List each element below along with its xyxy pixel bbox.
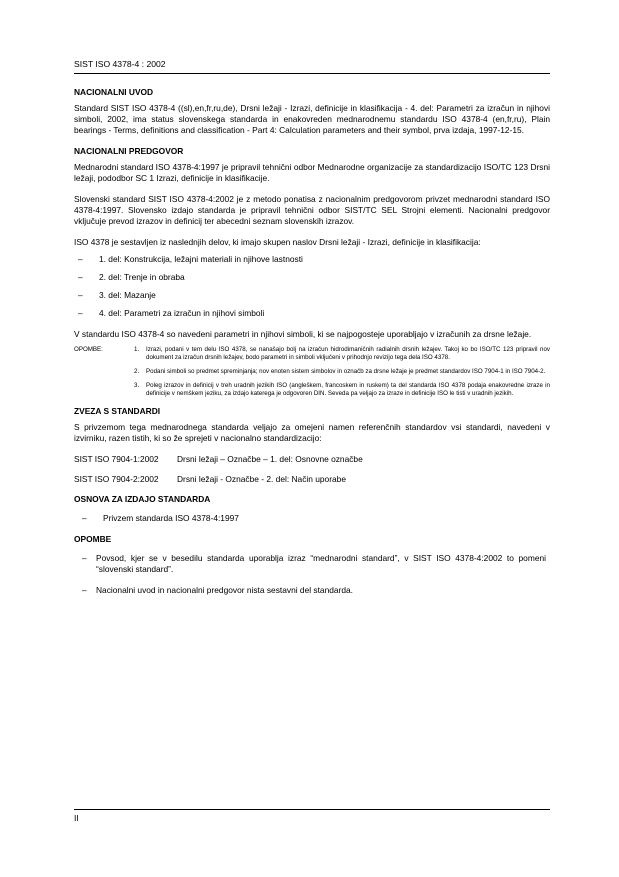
- osnova-list: [74, 513, 550, 524]
- section-heading-uvod: NACIONALNI UVOD: [74, 87, 154, 97]
- predgovor-paragraph-3: ISO 4378 je sestavljen iz naslednjih delov, ki imajo skupen naslov Drsni ležaji - Izrazi, definicije in klasifikacija:: [74, 237, 481, 247]
- document-body: [74, 87, 550, 606]
- predgovor-paragraph-4: V standardu ISO 4378-4 so navedeni parametri in njihovi simboli, ki se najpogosteje uporabljajo v izračunih za drsne ležaje.: [74, 329, 532, 339]
- list-item: – 3. del: Mazanje: [78, 290, 156, 300]
- list-item: – Nacionalni uvod in nacionalni predgovor nista sestavni del standarda.: [82, 585, 353, 595]
- list-item: – Privzem standarda ISO 4378-4:1997: [82, 513, 239, 523]
- section-heading-predgovor: NACIONALNI PREDGOVOR: [74, 146, 184, 156]
- list-item: – 2. del: Trenje in obraba: [78, 272, 185, 282]
- page-header: SIST ISO 4378-4 : 2002: [74, 59, 166, 69]
- predgovor-paragraph-1: Mednarodni standard ISO 4378-4:1997 je pripravil tehnični odbor Mednarodne organizacije za standardizacijo ISO/TC 123 Drsni ležaji, pododbor SC 1 Izrazi, definicije in klasifikacije.: [74, 162, 550, 183]
- list-item: – Povsod, kjer se v besedilu standarda uporablja izraz “mednarodni standard”, v SIST ISO 4378-4:2002 to pomeni “slovenski standard”.: [82, 553, 546, 574]
- section-heading-opombe: OPOMBE: [74, 534, 112, 544]
- standard-reference: SIST ISO 7904-2:2002 Drsni ležaji - Označbe - 2. del: Način uporabe: [74, 474, 346, 484]
- section-heading-osnova: OSNOVA ZA IZDAJO STANDARDA: [74, 494, 211, 504]
- opombe-list: [74, 553, 550, 596]
- zveza-paragraph: S privzemom tega mednarodnega standarda veljajo za omejeni namen referenčnih standardov vsi standardi, navedeni v izvirniku, razen tistih, ki so že sprejeti v nacionalno standardizacijo:: [74, 422, 550, 443]
- note-item: 2. Podani simboli so predmet spreminjanja; nov enoten sistem simbolov in označb za drsne ležaje je predmet standardov ISO 7904-1 in ISO 7904-2.: [134, 368, 546, 375]
- note-item: 3. Poleg izrazov in definicij v treh uradnih jezikih ISO (angleškem, francoskem in ruskem) ta del standarda ISO 4378 podaja enakovredne izraze in definicije v nemškem jeziku, za izdajo katerega je odgovoren DIN. Seveda pa veljajo za izraze in definicije ISO le tisti v uradnih jezikih.: [134, 382, 550, 397]
- page-number: II: [74, 813, 79, 823]
- header-divider: [74, 73, 550, 74]
- section-heading-zveza: ZVEZA S STANDARDI: [74, 406, 161, 416]
- notes-block: [74, 346, 550, 404]
- standard-reference: SIST ISO 7904-1:2002 Drsni ležaji – Označbe – 1. del: Osnovne označbe: [74, 454, 363, 464]
- note-item: 1. Izrazi, podani v tem delu ISO 4378, se nanašajo bolj na izračun hidrodimaničnih radialnih drsnih ležajev. Takoj ko bo ISO/TC 123 pripravil nov dokument za izračun drsnih ležajev, bodo parametri in simboli vključeni v prihodnjo revizijo tega dela ISO 4378.: [134, 346, 550, 361]
- list-item: – 4. del: Parametri za izračun in njihovi simboli: [78, 308, 265, 318]
- list-item: – 1. del: Konstrukcija, ležajni materiali in njihove lastnosti: [78, 254, 303, 264]
- uvod-paragraph: Standard SIST ISO 4378-4 ((sl),en,fr,ru,de), Drsni ležaji - Izrazi, definicije in klasifikacija - 4. del: Parametri za izračun in njihovi simboli, 2002, ima status slovenskega standarda in enakovreden mednarodnemu standardu ISO 4378-4 (en,fr,ru), Plain bearings - Terms, definitions and classification - Part 4: Calculation parameters and their symbol, prva izdaja, 1997-12-15.: [74, 103, 550, 135]
- predgovor-paragraph-2: Slovenski standard SIST ISO 4378-4:2002 je z metodo ponatisa z nacionalnim predgovorom privzet mednarodni standard ISO 4378-4:1997. Slovensko izdajo standarda je pripravil tehnični odbor SIST/TC SEL Strojni elementi. Nacionalni predgovor vključuje prevod izrazov in definicij ter abecedni seznam slovenskih izrazov.: [74, 194, 550, 226]
- footer-divider: [74, 809, 550, 810]
- parts-list: [74, 254, 550, 319]
- notes-label: OPOMBE:: [74, 346, 103, 353]
